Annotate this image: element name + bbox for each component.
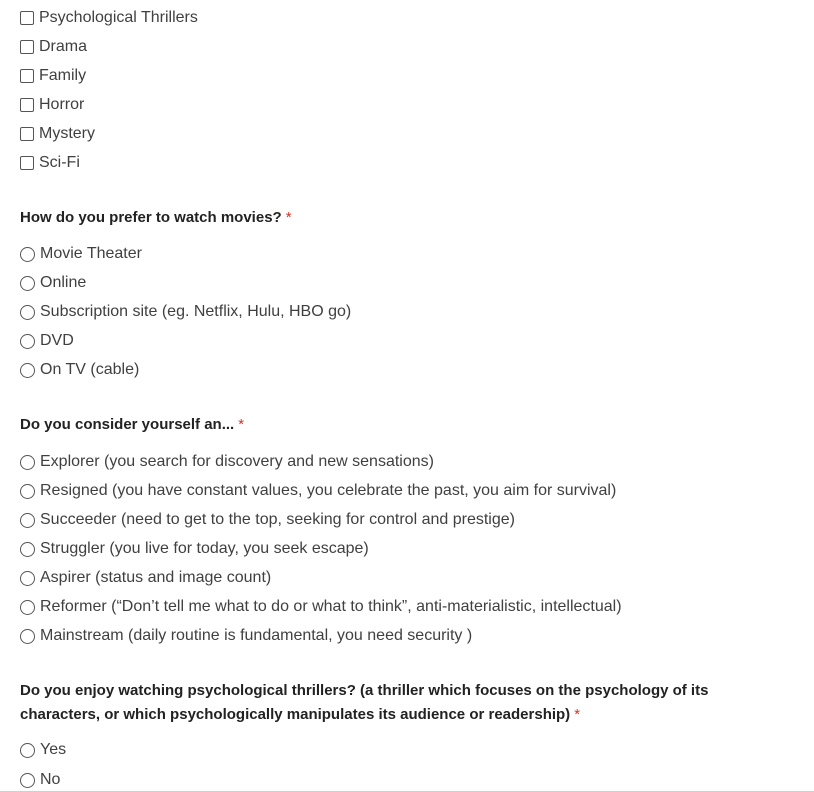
genre-label: Horror: [39, 96, 85, 113]
persona-option-mainstream[interactable]: [20, 624, 472, 648]
persona-option-reformer[interactable]: [20, 595, 622, 619]
watch-option-dvd[interactable]: [20, 329, 74, 353]
genre-option-family[interactable]: [20, 64, 86, 88]
genre-label: Family: [39, 67, 87, 84]
required-asterisk: *: [238, 416, 245, 433]
radio-button[interactable]: [20, 773, 35, 788]
persona-option-aspirer[interactable]: [20, 566, 271, 590]
option-label: No: [40, 771, 61, 788]
question-text: Do you consider yourself an...: [20, 416, 235, 433]
persona-option-resigned[interactable]: [20, 479, 616, 503]
radio-button[interactable]: [20, 743, 35, 758]
option-label: Online: [40, 274, 87, 291]
radio-button[interactable]: [20, 363, 35, 378]
question-watch-preference: [20, 206, 292, 230]
checkbox[interactable]: [20, 156, 34, 170]
radio-button[interactable]: [20, 542, 35, 557]
genre-label: Sci-Fi: [39, 154, 80, 171]
watch-option-subscription[interactable]: [20, 300, 351, 324]
genre-option-psychological-thrillers[interactable]: [20, 6, 198, 30]
required-asterisk: *: [574, 706, 581, 723]
genre-label: Mystery: [39, 125, 95, 142]
radio-button[interactable]: [20, 484, 35, 499]
question-text-line2: characters, or which psychologically manipulates its audience or readership): [20, 706, 571, 723]
question-enjoy-thrillers: [20, 679, 708, 727]
genre-option-sci-fi[interactable]: [20, 151, 80, 175]
genre-option-mystery[interactable]: [20, 122, 95, 146]
option-label: Aspirer (status and image count): [40, 569, 272, 586]
radio-button[interactable]: [20, 571, 35, 586]
option-label: Movie Theater: [40, 245, 142, 262]
checkbox[interactable]: [20, 40, 34, 54]
required-asterisk: *: [285, 209, 292, 226]
option-label: Yes: [40, 741, 67, 758]
radio-button[interactable]: [20, 334, 35, 349]
genre-label: Psychological Thrillers: [39, 9, 198, 26]
checkbox[interactable]: [20, 69, 34, 83]
option-label: On TV (cable): [40, 361, 140, 378]
option-label: Subscription site (eg. Netflix, Hulu, HBO go): [40, 303, 352, 320]
radio-button[interactable]: [20, 600, 35, 615]
checkbox[interactable]: [20, 127, 34, 141]
checkbox[interactable]: [20, 98, 34, 112]
option-label: Struggler (you live for today, you seek escape): [40, 540, 369, 557]
option-label: Resigned (you have constant values, you celebrate the past, you aim for survival): [40, 482, 617, 499]
checkbox[interactable]: [20, 11, 34, 25]
radio-button[interactable]: [20, 513, 35, 528]
option-label: Mainstream (daily routine is fundamental, you need security ): [40, 627, 473, 644]
question-text: How do you prefer to watch movies?: [20, 209, 282, 226]
persona-option-succeeder[interactable]: [20, 508, 515, 532]
genre-label: Drama: [39, 38, 88, 55]
genre-option-drama[interactable]: [20, 35, 87, 59]
radio-button[interactable]: [20, 276, 35, 291]
radio-button[interactable]: [20, 305, 35, 320]
persona-option-struggler[interactable]: [20, 537, 369, 561]
enjoy-option-no[interactable]: [20, 768, 60, 792]
question-persona: [20, 413, 244, 437]
option-label: Explorer (you search for discovery and new sensations): [40, 453, 434, 470]
persona-option-explorer[interactable]: [20, 450, 434, 474]
watch-option-tv[interactable]: [20, 358, 139, 382]
radio-button[interactable]: [20, 247, 35, 262]
option-label: Reformer (“Don’t tell me what to do or what to think”, anti-materialistic, intellectual): [40, 598, 622, 615]
radio-button[interactable]: [20, 629, 35, 644]
option-label: DVD: [40, 332, 74, 349]
radio-button[interactable]: [20, 455, 35, 470]
question-text-line1: Do you enjoy watching psychological thrillers? (a thriller which focuses on the psychology of its: [20, 682, 709, 699]
genre-option-horror[interactable]: [20, 93, 84, 117]
watch-option-online[interactable]: [20, 271, 86, 295]
option-label: Succeeder (need to get to the top, seeking for control and prestige): [40, 511, 515, 528]
enjoy-option-yes[interactable]: [20, 738, 66, 762]
watch-option-movie-theater[interactable]: [20, 242, 142, 266]
